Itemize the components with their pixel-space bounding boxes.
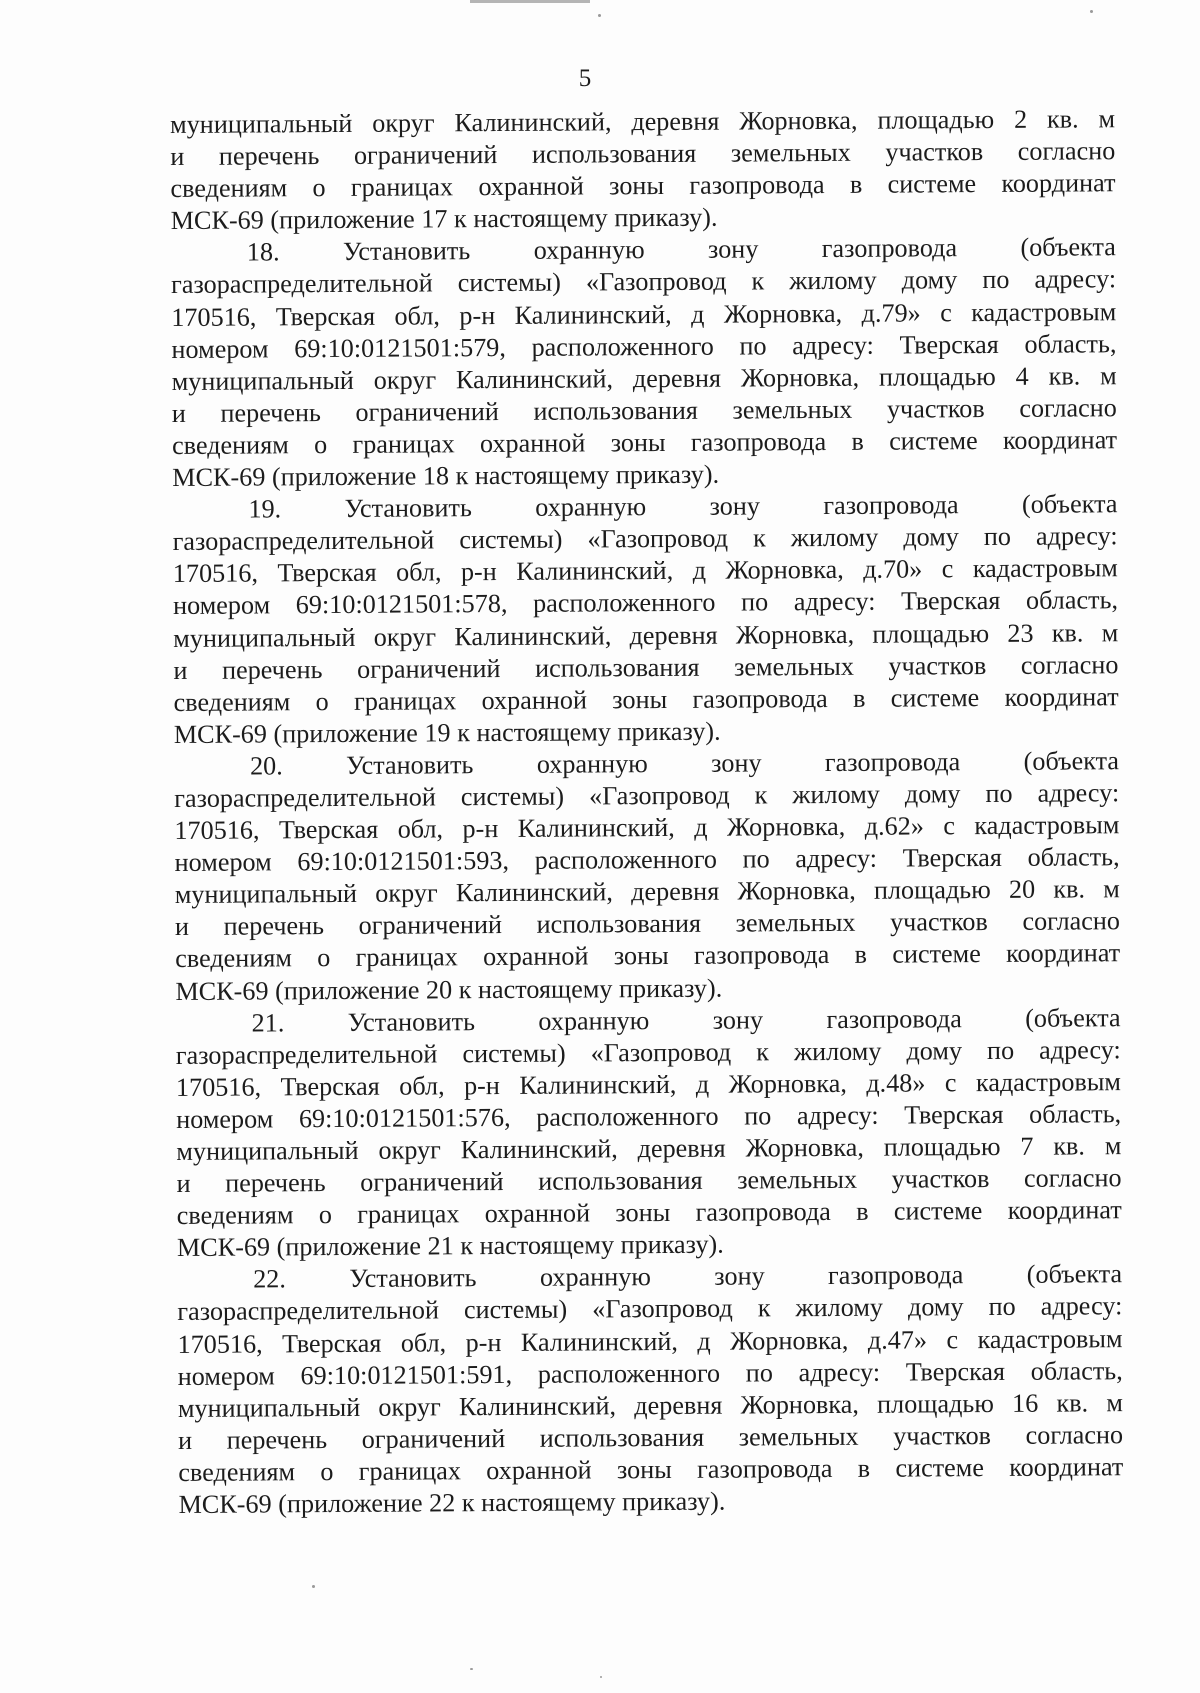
scan-edge-mark [470, 0, 590, 3]
text-line: сведениям о границах охранной зоны газопровода в системе координат [178, 1452, 1124, 1487]
text-line: муниципальный округ Калининский, деревня Жорновка, площадью 7 кв. м [176, 1131, 1122, 1166]
text-line: муниципальный округ Калининский, деревня Жорновка, площадью 23 кв. м [173, 617, 1119, 653]
scan-speck [600, 1676, 602, 1678]
text-line: номером 69:10:0121501:579, расположенного по адресу: Тверская область, [171, 328, 1117, 364]
text-line: номером 69:10:0121501:591, расположенного по адресу: Тверская область, [177, 1355, 1123, 1391]
intro-paragraph [170, 103, 1116, 237]
text-line: газораспределительной системы) «Газопровод к жилому дому по адресу: [170, 264, 1117, 300]
text-line: МСК-69 (приложение 17 к настоящему приказу). [170, 202, 718, 236]
page-number: 5 [578, 65, 592, 92]
text-line: номером 69:10:0121501:576, расположенного по адресу: Тверская область, [176, 1099, 1122, 1134]
scan-speck [1090, 10, 1093, 13]
text-line: сведениям о границах охранной зоны газопровода в системе координат [176, 1195, 1122, 1231]
paragraph-item-19 [172, 488, 1119, 751]
text-line: и перечень ограничений использования земельных участков согласно [178, 1420, 1124, 1455]
paragraph-item-18 [171, 232, 1118, 495]
text-line: МСК-69 (приложение 18 к настоящему приказу). [172, 459, 720, 493]
scan-speck [312, 1585, 315, 1588]
text-line: газораспределительной системы) «Газопровод к жилому дому по адресу: [177, 1291, 1123, 1327]
text-line: 18. Установить охранную зону газопровода (объекта [246, 232, 1116, 267]
text-line: 170516, Тверская обл, р-н Калининский, д Жорновка, д.48» с кадастровым [175, 1067, 1122, 1102]
text-line: МСК-69 (приложение 19 к настоящему приказу). [173, 716, 721, 749]
text-line: муниципальный округ Калининский, деревня Жорновка, площадью 20 кв. м [174, 874, 1120, 910]
text-line: 170516, Тверская обл, р-н Калининский, д Жорновка, д.47» с кадастровым [177, 1323, 1123, 1359]
text-line: сведениям о границах охранной зоны газопровода в системе координат [171, 425, 1118, 460]
text-line: и перечень ограничений использования земельных участков согласно [176, 1163, 1122, 1199]
text-line: муниципальный округ Калининский, деревня Жорновка, площадью 2 кв. м [170, 104, 1116, 139]
text-line: муниципальный округ Калининский, деревня Жорновка, площадью 4 кв. м [171, 360, 1117, 396]
text-line: номером 69:10:0121501:593, расположенного по адресу: Тверская область, [174, 842, 1120, 878]
document-body [170, 103, 1124, 1521]
text-line: газораспределительной системы) «Газопровод к жилому дому по адресу: [174, 778, 1120, 813]
text-line: 22. Установить охранную зону газопровода (объекта [253, 1259, 1123, 1294]
text-line: МСК-69 (приложение 21 к настоящему приказу). [176, 1229, 724, 1263]
text-line: 170516, Тверская обл, р-н Калининский, д Жорновка, д.70» с кадастровым [172, 553, 1118, 589]
text-line: и перечень ограничений использования земельных участков согласно [173, 649, 1119, 685]
text-line: МСК-69 (приложение 22 к настоящему приказу). [178, 1486, 726, 1520]
text-line: и перечень ограничений использования земельных участков согласно [170, 136, 1116, 172]
scan-speck [470, 1668, 473, 1670]
text-line: 21. Установить охранную зону газопровода (объекта [251, 1002, 1121, 1038]
scan-speck [598, 14, 601, 17]
text-line: МСК-69 (приложение 20 к настоящему приказу). [175, 973, 723, 1006]
text-line: 170516, Тверская обл, р-н Калининский, д Жорновка, д.62» с кадастровым [174, 810, 1120, 846]
paragraph-item-20 [174, 745, 1121, 1008]
text-line: муниципальный округ Калининский, деревня Жорновка, площадью 16 кв. м [177, 1387, 1124, 1423]
text-line: 170516, Тверская обл, р-н Калининский, д Жорновка, д.79» с кадастровым [171, 296, 1117, 332]
text-line: сведениям о границах охранной зоны газопровода в системе координат [170, 168, 1116, 204]
text-line: газораспределительной системы) «Газопровод к жилому дому по адресу: [175, 1034, 1121, 1070]
text-line: и перечень ограничений использования земельных участков согласно [171, 393, 1117, 428]
text-line: газораспределительной системы) «Газопровод к жилому дому по адресу: [172, 521, 1118, 557]
text-line: 20. Установить охранную зону газопровода (объекта [249, 746, 1120, 781]
text-line: 19. Установить охранную зону газопровода (объекта [248, 489, 1118, 524]
text-line: и перечень ограничений использования земельных участков согласно [174, 906, 1121, 942]
text-line: сведениям о границах охранной зоны газопровода в системе координат [173, 681, 1119, 717]
paragraph-item-21 [175, 1002, 1122, 1265]
paragraph-item-22 [177, 1259, 1124, 1522]
text-line: номером 69:10:0121501:578, расположенного по адресу: Тверская область, [172, 585, 1119, 621]
text-line: сведениям о границах охранной зоны газопровода в системе координат [175, 938, 1121, 974]
